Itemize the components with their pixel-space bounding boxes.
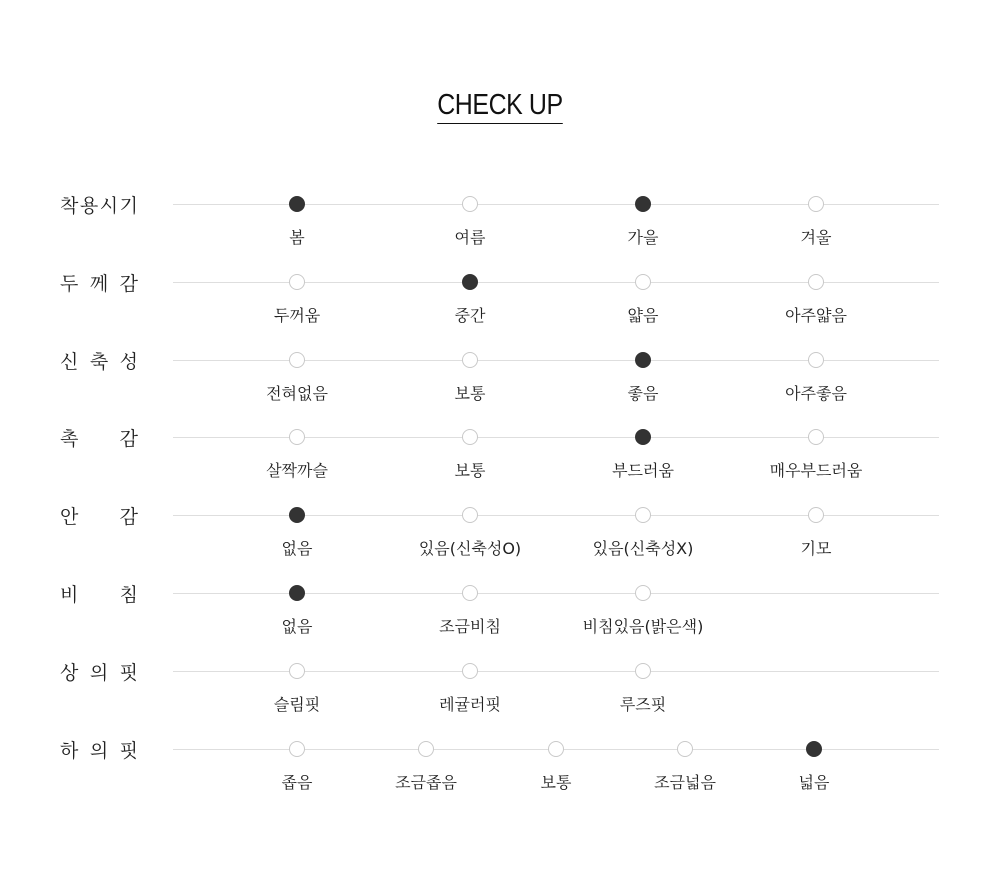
row-label-char: 상 <box>60 661 79 684</box>
checkup-row <box>0 427 1000 497</box>
selected-dot <box>635 196 651 212</box>
row-label-char: 기 <box>119 194 138 217</box>
unselected-dot <box>635 507 651 523</box>
option-label: 있음(신축성X) <box>592 539 694 558</box>
unselected-dot <box>635 585 651 601</box>
option-label: 보통 <box>454 461 486 480</box>
row-label-char: 께 <box>89 272 109 295</box>
row-label <box>60 735 138 763</box>
row-label-char: 신 <box>60 350 79 373</box>
scale-track <box>173 593 939 594</box>
row-label-char: 착 <box>60 194 79 217</box>
row-label-char: 감 <box>119 505 138 528</box>
selected-dot <box>289 507 305 523</box>
row-label-char: 핏 <box>119 739 138 762</box>
row-label <box>60 190 138 218</box>
option-label: 얇음 <box>627 306 659 325</box>
option-label: 루즈핏 <box>619 695 667 714</box>
checkup-row <box>0 194 1000 264</box>
scale-track <box>173 360 939 361</box>
selected-dot <box>635 429 651 445</box>
selected-dot <box>462 274 478 290</box>
unselected-dot <box>462 663 478 679</box>
unselected-dot <box>635 663 651 679</box>
unselected-dot <box>808 507 824 523</box>
option-label: 중간 <box>454 306 486 325</box>
page-title: CHECK UP <box>437 88 562 124</box>
row-label-char: 핏 <box>119 661 138 684</box>
row-label-char: 축 <box>89 350 109 373</box>
row-label-char: 감 <box>119 272 138 295</box>
option-label: 조금비침 <box>439 617 501 636</box>
option-label: 겨울 <box>800 228 832 247</box>
scale-track <box>173 204 939 205</box>
option-label: 가을 <box>627 228 659 247</box>
unselected-dot <box>418 741 434 757</box>
selected-dot <box>635 352 651 368</box>
selected-dot <box>289 196 305 212</box>
option-label: 기모 <box>800 539 832 558</box>
row-label-char: 용 <box>79 194 99 217</box>
checkup-row <box>0 272 1000 342</box>
option-label: 보통 <box>540 773 572 792</box>
option-label: 조금좁음 <box>395 773 457 792</box>
unselected-dot <box>289 352 305 368</box>
option-label: 조금넓음 <box>654 773 716 792</box>
option-label: 살짝까슬 <box>266 461 328 480</box>
unselected-dot <box>289 663 305 679</box>
row-label <box>60 579 138 607</box>
option-label: 매우부드러움 <box>769 461 863 480</box>
option-label: 두꺼움 <box>273 306 321 325</box>
option-label: 봄 <box>289 228 305 247</box>
unselected-dot <box>462 429 478 445</box>
checkup-row <box>0 350 1000 420</box>
row-label-char: 촉 <box>60 427 79 450</box>
row-label-char: 의 <box>89 739 109 762</box>
scale-track <box>173 282 939 283</box>
option-label: 부드러움 <box>612 461 674 480</box>
option-label: 없음 <box>281 617 313 636</box>
unselected-dot <box>548 741 564 757</box>
option-label: 아주얇음 <box>785 306 847 325</box>
option-label: 여름 <box>454 228 486 247</box>
row-label <box>60 501 138 529</box>
option-label: 아주좋음 <box>785 384 847 403</box>
row-label <box>60 657 138 685</box>
unselected-dot <box>808 429 824 445</box>
row-label <box>60 423 138 451</box>
row-label-char: 감 <box>119 427 138 450</box>
option-label: 있음(신축성O) <box>418 539 522 558</box>
unselected-dot <box>462 585 478 601</box>
unselected-dot <box>289 274 305 290</box>
unselected-dot <box>808 352 824 368</box>
scale-track <box>173 437 939 438</box>
unselected-dot <box>808 196 824 212</box>
option-label: 좁음 <box>281 773 313 792</box>
unselected-dot <box>462 507 478 523</box>
row-label-char: 안 <box>60 505 79 528</box>
option-label: 넓음 <box>798 773 830 792</box>
checkup-row <box>0 583 1000 653</box>
option-label: 좋음 <box>627 384 659 403</box>
scale-track <box>173 671 939 672</box>
unselected-dot <box>635 274 651 290</box>
unselected-dot <box>808 274 824 290</box>
row-label-char: 두 <box>60 272 79 295</box>
option-label: 슬림핏 <box>273 695 321 714</box>
row-label-char: 하 <box>60 739 79 762</box>
option-label: 없음 <box>281 539 313 558</box>
row-label <box>60 268 138 296</box>
row-label <box>60 346 138 374</box>
option-label: 비침있음(밝은색) <box>582 617 704 636</box>
row-label-char: 비 <box>60 583 79 606</box>
option-label: 전혀없음 <box>266 384 328 403</box>
checkup-row <box>0 739 1000 809</box>
row-label-char: 침 <box>119 583 138 606</box>
scale-track <box>173 515 939 516</box>
selected-dot <box>289 585 305 601</box>
option-label: 보통 <box>454 384 486 403</box>
checkup-row <box>0 505 1000 575</box>
unselected-dot <box>289 741 305 757</box>
row-label-char: 시 <box>99 194 119 217</box>
unselected-dot <box>462 352 478 368</box>
row-label-char: 성 <box>119 350 138 373</box>
option-label: 레귤러핏 <box>439 695 501 714</box>
unselected-dot <box>677 741 693 757</box>
page-title-wrap <box>0 88 1000 124</box>
checkup-row <box>0 661 1000 731</box>
unselected-dot <box>289 429 305 445</box>
unselected-dot <box>462 196 478 212</box>
selected-dot <box>806 741 822 757</box>
row-label-char: 의 <box>89 661 109 684</box>
